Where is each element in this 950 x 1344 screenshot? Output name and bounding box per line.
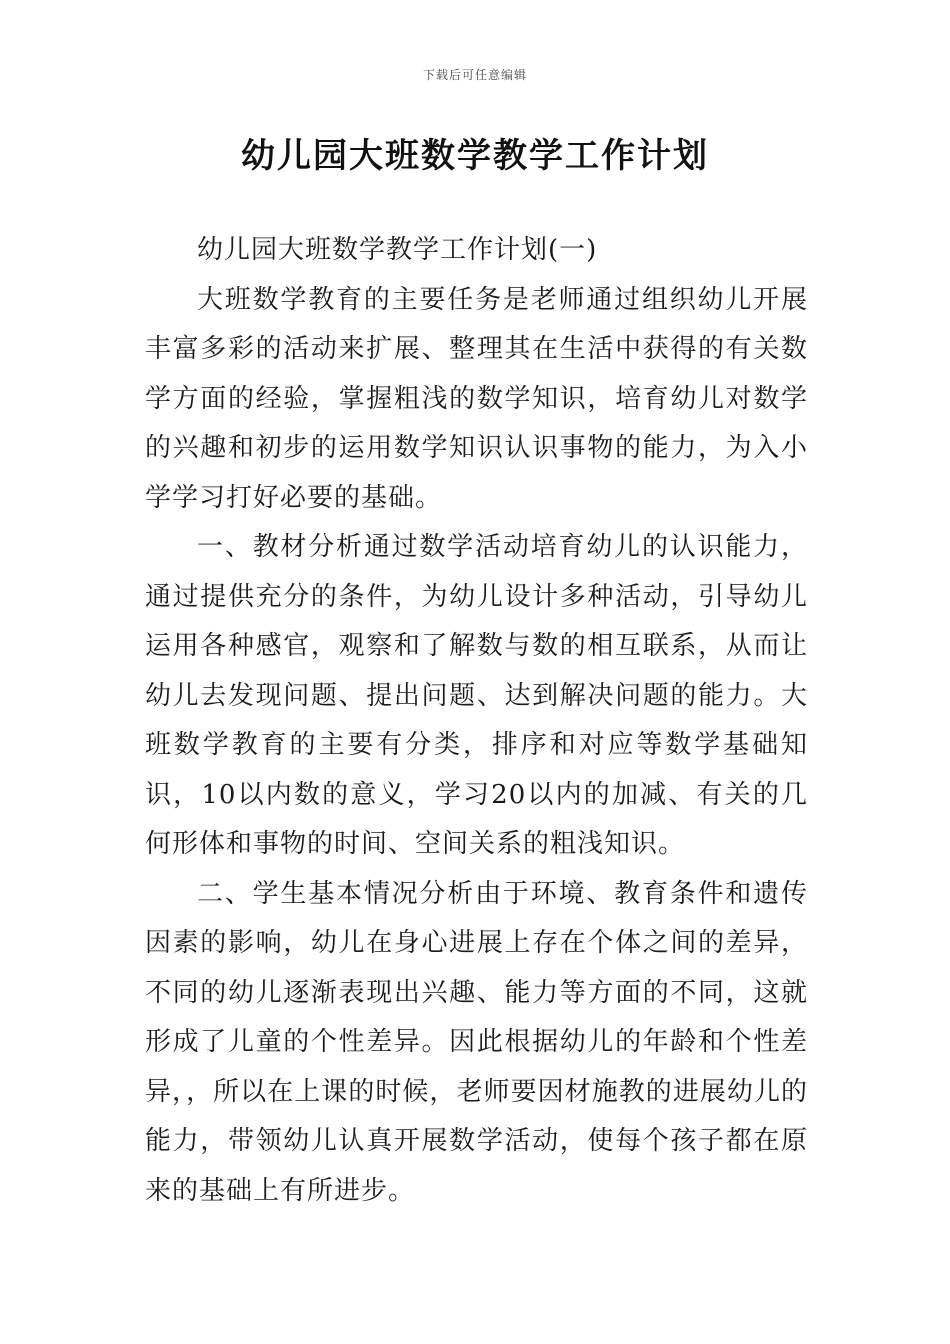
header-note: 下载后可任意编辑	[422, 68, 527, 82]
paragraph-intro: 大班数学教育的主要任务是老师通过组织幼儿开展丰富多彩的活动来扩展、整理其在生活中获得的有关数学方面的经验，掌握粗浅的数学知识，培育幼儿对数学的兴趣和初步的运用数学知识认识事物的能力，为入小学学习打好必要的基础。	[145, 284, 808, 513]
section-subtitle: 幼儿园大班数学教学工作计划(一)	[197, 235, 598, 265]
paragraph-material-analysis: 一、教材分析通过数学活动培育幼儿的认识能力，通过提供充分的条件，为幼儿设计多种活动，引导幼儿运用各种感官，观察和了解数与数的相互联系，从而让幼儿去发现问题、提出问题、达到解决问题的能力。大班数学教育的主要有分类，排序和对应等数学基础知识，10以内数的意义，学习20以内的加减、有关的几何形体和事物的时间、空间关系的粗浅知识。	[145, 532, 808, 859]
paragraph-student-analysis: 二、学生基本情况分析由于环境、教育条件和遗传因素的影响，幼儿在身心进展上存在个体之间的差异，不同的幼儿逐渐表现出兴趣、能力等方面的不同，这就形成了儿童的个性差异。因此根据幼儿的年龄和个性差异，，所以在上课的时候，老师要因材施教的进展幼儿的能力，带领幼儿认真开展数学活动，使每个孩子都在原来的基础上有所进步。	[145, 878, 808, 1206]
document-body	[145, 226, 808, 1216]
document-title: 幼儿园大班数学教学工作计划	[241, 136, 709, 176]
